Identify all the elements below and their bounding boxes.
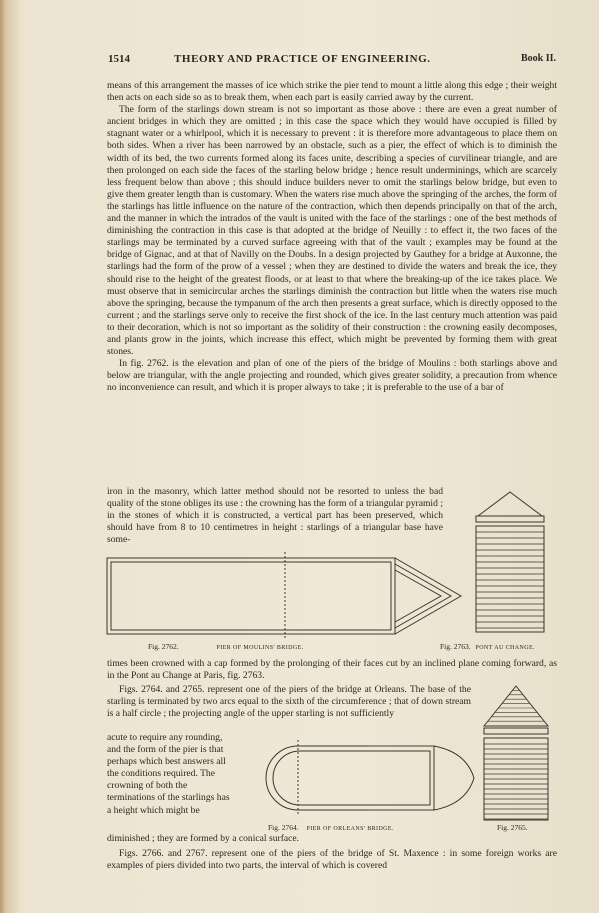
paragraph-1: means of this arrangement the masses of ice which strike the pier tend to mount a little along this edge ; their weight then acts on each side so as to break them, when each part is easily carried away by the current. — [107, 80, 557, 104]
caption-2763 — [440, 642, 535, 651]
text-block-top — [107, 80, 557, 394]
text-block-4 — [107, 658, 557, 682]
running-title: THEORY AND PRACTICE OF ENGINEERING. — [174, 53, 431, 65]
paragraph-5a: Figs. 2764. and 2765. represent one of the piers of the bridge at Orleans. The base of the starling is terminated by two arcs equal to the sixth of the circumference ; that of down stream is a half circle ; the projecting angle of the upper starling is not sufficiently — [107, 684, 471, 720]
caption-2764-number: Fig. 2764. — [268, 823, 299, 832]
paragraph-3a: In fig. 2762. is the elevation and plan of one of the piers of the bridge of Moulins : both starlings above and below are triangular, with the angle projecting and rounded, which gives greater solidity, a precaution from whence no inconvenience can result, and which it is proper always to take ; it is preferable to the use of a bar of — [107, 358, 557, 394]
page-number: 1514 — [108, 53, 130, 65]
paragraph-2: The form of the starlings down stream is not so important as those above : there are even a great number of ancient bridges in which they are omitted ; in this case the space which they would have occupied is filled by stagnant water or a whirlpool, which it is necessary to prevent : it is therefore more advantageous to place them on both sides. When a river has been narrowed by an obstacle, such as a pier, the effect of which is to diminish the width of its bed, the two currents formed along its faces unite, describing a species of curvilinear triangle, and are then prolonged on each side the faces of the starling below bridge ; hence result underminings, which are scarcely less frequent below than above ; this should induce builders never to omit the starlings below bridge, but even to give them greater length than is customary. When the waters rise much above the springing of the arches, the form of the starlings has little influence on the nature of the contraction, which then depends principally on that of the arch, and the manner in which the intrados of the vault is united with the face of the starlings : one of the best methods of diminishing the contraction in this case is that adopted at the bridge of Neuilly : to effect it, the two faces of the starlings may be terminated by a curved surface agreeing with that of the vault ; examples may be found at the bridge of Gignac, and at that of Navilly on the Doubs. In a design projected by Gauthey for a bridge at Auxonne, the starlings had the form of the prow of a vessel ; when they are destined to divide the waters and break the ice, they should rise to the height of the greatest floods, or at least to that where the breaking-up of the ice takes place. We must observe that in semicircular arches the starlings diminish the contraction but little when the waters rise much above the springing, because the tympanum of the arch then presents a great surface, which is directly opposed to the current ; and the starlings serve only to receive the first shock of the ice. In the last century much attention was paid to their decoration, which is not so important as the solidity of their construction : the crowning easily decomposes, and plants grow in the joints, which increase this effect, which might be prevented by forming them with great stones. — [107, 104, 557, 358]
caption-2763-number: Fig. 2763. — [440, 642, 471, 651]
paragraph-3b: iron in the masonry, which latter method should not be resorted to unless the bad quality of the stone obliges its use : the crowning has the form of a triangular pyramid ; in the stones of which it is constructed, a vertical part has been preserved, which should have from 8 to 10 centimetres in height : starlings of a triangular base have some- — [107, 486, 443, 546]
running-header — [108, 53, 556, 69]
text-block-5b — [107, 732, 235, 817]
caption-2762 — [148, 642, 304, 651]
caption-2765-number: Fig. 2765. — [497, 823, 528, 832]
text-block-5a — [107, 684, 471, 720]
caption-2762-number: Fig. 2762. — [148, 642, 179, 651]
figure-2763-elevation — [470, 488, 550, 636]
paragraph-5b: acute to require any rounding, and the form of the pier is that perhaps which best answers all the conditions required. The crowning of both the terminations of the starlings has a height which might be — [107, 732, 230, 816]
figure-2765-elevation — [480, 682, 552, 824]
text-block-3b — [107, 486, 443, 546]
text-block-6 — [107, 848, 557, 872]
paragraph-4: times been crowned with a cap formed by the prolonging of their faces cut by an inclined plane coming forward, as in the Pont au Change at Paris, fig. 2763. — [107, 658, 557, 682]
caption-2763-title: PONT AU CHANGE. — [475, 645, 535, 651]
caption-2762-title: PIER OF MOULINS' BRIDGE. — [216, 645, 304, 651]
caption-2765 — [497, 823, 528, 832]
book-label: Book II. — [520, 53, 556, 64]
figure-2762-pier-plan — [105, 550, 465, 642]
caption-2764 — [268, 823, 394, 832]
text-block-5c — [107, 833, 557, 845]
paragraph-5c: diminished ; they are formed by a conical surface. — [107, 833, 300, 844]
figure-2764-pier-plan — [238, 738, 478, 818]
caption-2764-title: PIER OF ORLEANS' BRIDGE. — [306, 826, 394, 832]
paragraph-6: Figs. 2766. and 2767. represent one of the piers of the bridge of St. Maxence : in some foreign works are examples of piers divided into two parts, the interval of which is covered — [107, 848, 557, 872]
